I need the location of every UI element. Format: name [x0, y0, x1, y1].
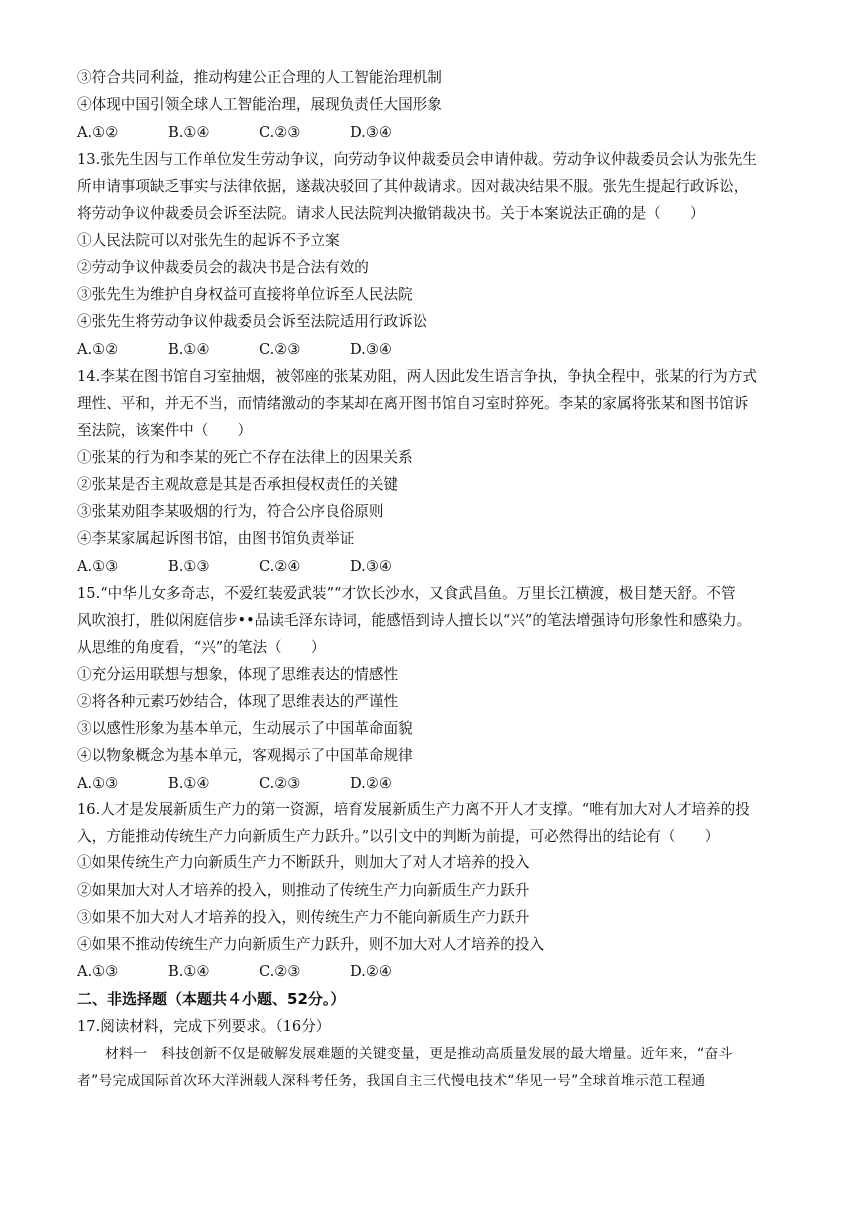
- q13-stem-line-3: 将劳动争议仲裁委员会诉至法院。请求人民法院判决撤销裁决书。关于本案说法正确的是（ ）: [77, 205, 705, 222]
- q17-prompt: 17.阅读材料，完成下列要求。（16分）: [77, 1018, 331, 1035]
- q14-statement-2: ②张某是否主观故意是其是否承担侵权责任的关键: [77, 476, 399, 493]
- q13-statement-3: ③张先生为维护自身权益可直接将单位诉至人民法院: [77, 286, 413, 303]
- answer-choice-d: D.③④: [350, 341, 392, 358]
- answer-choice-a: A.①③: [77, 558, 119, 575]
- q16-stem-line-1: 16.人才是发展新质生产力的第一资源，培育发展新质生产力离不开人才支撑。“唯有加大对人才培养的投: [77, 801, 750, 818]
- q14-answer-choices: [77, 557, 795, 577]
- answer-choice-b: B.①④: [168, 341, 210, 358]
- answer-choice-b: B.①④: [168, 775, 210, 792]
- q15-statement-3: ③以感性形象为基本单元，生动展示了中国革命面貌: [77, 720, 413, 737]
- q13-statement-4: ④张先生将劳动争议仲裁委员会诉至法院适用行政诉讼: [77, 313, 428, 330]
- q16-answer-choices: [77, 962, 795, 982]
- q12-option-statement-3: ③符合共同利益，推动构建公正合理的人工智能治理机制: [77, 69, 442, 86]
- answer-choice-d: D.③④: [350, 124, 392, 141]
- q16-statement-4: ④如果不推动传统生产力向新质生产力跃升，则不加大对人才培养的投入: [77, 936, 545, 953]
- q15-statement-4: ④以物象概念为基本单元，客观揭示了中国革命规律: [77, 747, 413, 764]
- q15-stem-line-2: 风吹浪打，胜似闲庭信步••品读毛泽东诗词，能感悟到诗人擅长以“兴”的笔法增强诗句形象性和感染力。: [77, 612, 752, 629]
- answer-choice-d: D.②④: [350, 775, 392, 792]
- answer-choice-c: C.②③: [259, 963, 301, 980]
- q13-stem-line-1: 13.张先生因与工作单位发生劳动争议，向劳动争议仲裁委员会申请仲裁。劳动争议仲裁委员会认为张先生: [77, 151, 757, 168]
- q17-material-line-2: 者”号完成国际首次环大洋洲载人深科考任务，我国自主三代慢电技术“华见一号”全球首堆示范工程通: [77, 1073, 706, 1089]
- q15-stem-line-3: 从思维的角度看，“兴”的笔法（ ）: [77, 639, 326, 656]
- q16-statement-2: ②如果加大对人才培养的投入，则推动了传统生产力向新质生产力跃升: [77, 882, 530, 899]
- q15-stem-line-1: 15.“中华儿女多奇志，不爱红装爱武装”“才饮长沙水，又食武昌鱼。万里长江横渡，极目楚天舒。不管: [77, 585, 736, 602]
- q14-stem-line-2: 理性、平和，并无不当，而情绪激动的李某却在离开图书馆自习室时猝死。李某的家属将张某和图书馆诉: [77, 395, 749, 412]
- answer-choice-d: D.②④: [350, 963, 392, 980]
- answer-choice-c: C.②④: [259, 558, 301, 575]
- q16-statement-1: ①如果传统生产力向新质生产力不断跃升，则加大了对人才培养的投入: [77, 854, 530, 871]
- q13-answer-choices: [77, 340, 795, 360]
- q17-material-line-1: 材料一 科技创新不仅是破解发展难题的关键变量，更是推动高质量发展的最大增量。近年来，“奋斗: [105, 1046, 733, 1062]
- q14-statement-4: ④李某家属起诉图书馆，由图书馆负责举证: [77, 530, 355, 547]
- answer-choice-a: A.①③: [77, 775, 119, 792]
- q13-statement-2: ②劳动争议仲裁委员会的裁决书是合法有效的: [77, 259, 369, 276]
- q16-stem-line-2: 入，方能推动传统生产力向新质生产力跃升。”以引文中的判断为前提，可必然得出的结论有（ ）: [77, 828, 720, 845]
- answer-choice-a: A.①②: [77, 341, 119, 358]
- answer-choice-c: C.②③: [259, 341, 301, 358]
- answer-choice-a: A.①②: [77, 124, 119, 141]
- q13-stem-line-2: 所申请事项缺乏事实与法律依据，遂裁决驳回了其仲裁请求。因对裁决结果不服。张先生提起行政诉讼，: [77, 178, 749, 195]
- answer-choice-c: C.②③: [259, 124, 301, 141]
- q15-statement-1: ①充分运用联想与想象，体现了思维表达的情感性: [77, 666, 399, 683]
- q12-answer-choices: [77, 123, 795, 143]
- q13-statement-1: ①人民法院可以对张先生的起诉不予立案: [77, 232, 340, 249]
- q16-statement-3: ③如果不加大对人才培养的投入，则传统生产力不能向新质生产力跃升: [77, 909, 530, 926]
- q14-statement-1: ①张某的行为和李某的死亡不存在法律上的因果关系: [77, 449, 413, 466]
- answer-choice-b: B.①④: [168, 963, 210, 980]
- q14-statement-3: ③张某劝阻李某吸烟的行为，符合公序良俗原则: [77, 503, 384, 520]
- section-heading: 二、非选择题（本题共４小题、52分。）: [77, 990, 346, 1008]
- q14-stem-line-1: 14.李某在图书馆自习室抽烟，被邻座的张某劝阻，两人因此发生语言争执，争执全程中，张某的行为方式: [77, 368, 757, 385]
- answer-choice-a: A.①③: [77, 963, 119, 980]
- answer-choice-b: B.①④: [168, 124, 210, 141]
- answer-choice-d: D.③④: [350, 558, 392, 575]
- q15-statement-2: ②将各种元素巧妙结合，体现了思维表达的严谨性: [77, 693, 399, 710]
- answer-choice-b: B.①③: [168, 558, 210, 575]
- q14-stem-line-3: 至法院，该案件中（ ）: [77, 422, 253, 439]
- answer-choice-c: C.②③: [259, 775, 301, 792]
- q15-answer-choices: [77, 774, 795, 794]
- q12-option-statement-4: ④体现中国引领全球人工智能治理，展现负责任大国形象: [77, 96, 442, 113]
